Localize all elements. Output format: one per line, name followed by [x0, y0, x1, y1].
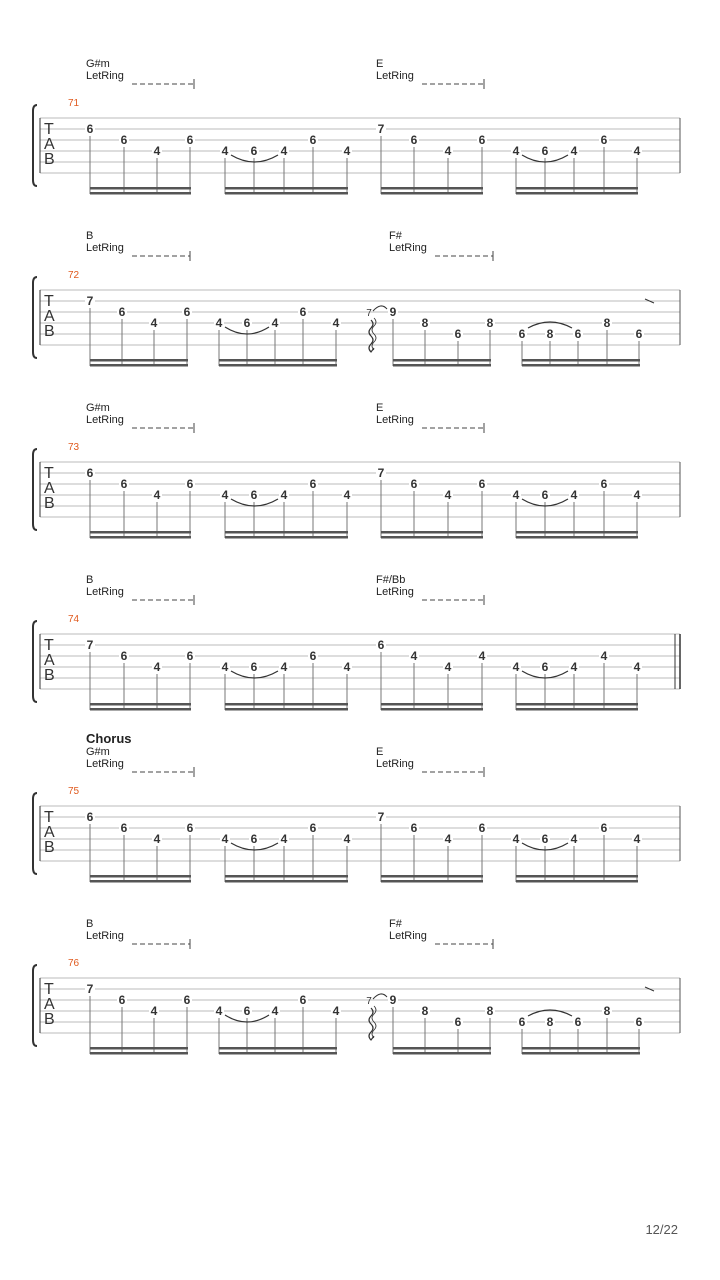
fret-number: 6: [250, 144, 258, 158]
fret-number: 4: [512, 144, 520, 158]
measure-number: 72: [68, 270, 80, 281]
measure-number: 75: [68, 786, 80, 797]
tab-clef-letter: T: [44, 293, 54, 310]
beam: [90, 364, 188, 367]
tab-clef-letter: B: [44, 839, 55, 856]
beam: [393, 359, 491, 362]
fret-number: 6: [118, 305, 126, 319]
tab-clef-letter: A: [44, 824, 55, 841]
beam: [522, 1047, 640, 1050]
fret-number: 4: [444, 488, 452, 502]
fret-number: 7: [86, 638, 94, 652]
system-bracket: [33, 105, 37, 186]
tab-system: [33, 731, 680, 883]
fret-number: 6: [120, 133, 128, 147]
fret-number: 8: [603, 316, 611, 330]
fret-number: 4: [280, 832, 288, 846]
beam: [225, 875, 348, 878]
grace-slide-arc: [373, 994, 387, 999]
arpeggio-mark: [369, 1008, 374, 1040]
fret-number: 4: [332, 316, 340, 330]
fret-number: 4: [221, 144, 229, 158]
fret-number: 4: [444, 832, 452, 846]
fret-number: 4: [633, 488, 641, 502]
fret-number: 6: [299, 305, 307, 319]
fret-number: 6: [250, 832, 258, 846]
let-ring-label: LetRing: [389, 930, 427, 942]
fret-number: 4: [280, 488, 288, 502]
fret-number: 8: [486, 316, 494, 330]
fret-number: 4: [150, 316, 158, 330]
fret-number: 6: [86, 810, 94, 824]
beam: [225, 187, 348, 190]
fret-number: 8: [421, 316, 429, 330]
fret-number: 8: [603, 1004, 611, 1018]
fret-number: 6: [186, 133, 194, 147]
chord-name: F#: [389, 918, 402, 930]
beam: [516, 187, 638, 190]
fret-number: 6: [250, 660, 258, 674]
tab-system: [33, 918, 680, 1055]
fret-number: 6: [454, 327, 462, 341]
beam: [90, 708, 191, 711]
fret-number: 6: [574, 327, 582, 341]
let-ring-label: LetRing: [376, 586, 414, 598]
fret-number: 4: [271, 316, 279, 330]
beam: [225, 708, 348, 711]
chord-name: B: [86, 574, 94, 586]
beam: [381, 875, 483, 878]
fret-number: 6: [309, 477, 317, 491]
beam: [381, 703, 483, 706]
let-ring-label: LetRing: [376, 70, 414, 82]
fret-number: 6: [600, 821, 608, 835]
fret-number: 7: [86, 982, 94, 996]
beam: [516, 192, 638, 195]
fret-number: 6: [309, 649, 317, 663]
fret-number: 4: [343, 660, 351, 674]
fret-number: 9: [389, 993, 397, 1007]
measure-number: 71: [68, 98, 80, 109]
tab-clef-letter: B: [44, 495, 55, 512]
fret-number: 6: [250, 488, 258, 502]
fret-number: 6: [454, 1015, 462, 1029]
fret-number: 4: [153, 488, 161, 502]
beam: [90, 703, 191, 706]
fret-number: 6: [86, 122, 94, 136]
tab-clef-letter: A: [44, 136, 55, 153]
fret-number: 6: [518, 1015, 526, 1029]
tab-clef-letter: A: [44, 308, 55, 325]
system-bracket: [33, 621, 37, 702]
section-label: Chorus: [86, 731, 132, 746]
fret-number: 4: [221, 488, 229, 502]
fret-number: 6: [186, 649, 194, 663]
beam: [516, 531, 638, 534]
fret-number: 4: [221, 660, 229, 674]
beam: [90, 1052, 188, 1055]
tab-clef-letter: T: [44, 465, 54, 482]
tab-clef-letter: A: [44, 480, 55, 497]
fret-number: 4: [478, 649, 486, 663]
beam: [381, 531, 483, 534]
beam: [381, 708, 483, 711]
beam: [225, 531, 348, 534]
fret-number: 4: [153, 832, 161, 846]
page-number: 12/22: [645, 1222, 678, 1237]
fret-number: 4: [512, 832, 520, 846]
beam: [219, 1047, 337, 1050]
beam: [225, 192, 348, 195]
beam: [90, 536, 191, 539]
tab-clef-letter: B: [44, 667, 55, 684]
fret-number: 6: [410, 477, 418, 491]
beam: [90, 192, 191, 195]
let-ring-label: LetRing: [86, 414, 124, 426]
fret-number: 4: [343, 488, 351, 502]
tab-clef-letter: T: [44, 637, 54, 654]
fret-number: 6: [635, 1015, 643, 1029]
fret-number: 6: [243, 316, 251, 330]
fret-number: 4: [570, 488, 578, 502]
beam: [516, 875, 638, 878]
fret-number: 6: [541, 488, 549, 502]
tab-system: [33, 58, 680, 195]
grace-note: 7: [366, 996, 372, 1007]
fret-number: 4: [343, 832, 351, 846]
beam: [225, 536, 348, 539]
let-ring-label: LetRing: [86, 758, 124, 770]
arpeggio-mark: [369, 320, 374, 352]
measure-number: 73: [68, 442, 80, 453]
fret-number: 4: [570, 832, 578, 846]
fret-number: 8: [546, 327, 554, 341]
chord-name: E: [376, 746, 384, 758]
beam: [381, 187, 483, 190]
beam: [393, 1047, 491, 1050]
measure-number: 74: [68, 614, 80, 625]
fret-number: 8: [546, 1015, 554, 1029]
beam: [90, 880, 191, 883]
let-ring-label: LetRing: [86, 586, 124, 598]
fret-number: 8: [486, 1004, 494, 1018]
measure-number: 76: [68, 958, 80, 969]
chord-name: B: [86, 918, 94, 930]
fret-number: 6: [299, 993, 307, 1007]
beam: [516, 880, 638, 883]
tab-clef-letter: T: [44, 981, 54, 998]
fret-number: 6: [377, 638, 385, 652]
fret-number: 4: [570, 144, 578, 158]
chord-name: G#m: [86, 746, 110, 758]
fret-number: 6: [635, 327, 643, 341]
fret-number: 7: [377, 466, 385, 480]
fret-number: 4: [410, 649, 418, 663]
fret-number: 6: [518, 327, 526, 341]
tab-system: [33, 402, 680, 539]
beam: [522, 1052, 640, 1055]
fret-number: 6: [86, 466, 94, 480]
fret-number: 4: [215, 316, 223, 330]
fret-number: 6: [410, 821, 418, 835]
fret-number: 6: [120, 477, 128, 491]
fret-number: 4: [633, 832, 641, 846]
fret-number: 7: [377, 122, 385, 136]
system-bracket: [33, 449, 37, 530]
fret-number: 4: [570, 660, 578, 674]
fret-number: 4: [512, 660, 520, 674]
fret-number: 6: [541, 660, 549, 674]
tab-system: [33, 230, 680, 367]
fret-number: 4: [153, 144, 161, 158]
let-ring-label: LetRing: [376, 758, 414, 770]
let-ring-label: LetRing: [86, 930, 124, 942]
beam: [381, 880, 483, 883]
let-ring-label: LetRing: [86, 70, 124, 82]
fret-number: 6: [309, 133, 317, 147]
fret-number: 9: [389, 305, 397, 319]
beam: [90, 531, 191, 534]
fret-number: 4: [332, 1004, 340, 1018]
fret-number: 6: [120, 821, 128, 835]
beam: [522, 364, 640, 367]
beam: [225, 703, 348, 706]
fret-number: 4: [215, 1004, 223, 1018]
let-ring-label: LetRing: [376, 414, 414, 426]
fret-number: 4: [221, 832, 229, 846]
fret-number: 4: [444, 144, 452, 158]
fret-number: 7: [377, 810, 385, 824]
beam: [516, 536, 638, 539]
beam: [393, 364, 491, 367]
tab-clef-letter: A: [44, 652, 55, 669]
system-bracket: [33, 965, 37, 1046]
fret-number: 4: [150, 1004, 158, 1018]
fret-number: 6: [574, 1015, 582, 1029]
fret-number: 6: [183, 305, 191, 319]
fret-number: 6: [600, 477, 608, 491]
fret-number: 6: [120, 649, 128, 663]
fret-number: 4: [153, 660, 161, 674]
fret-number: 4: [633, 660, 641, 674]
beam: [381, 536, 483, 539]
fret-number: 6: [186, 477, 194, 491]
beam: [225, 880, 348, 883]
fret-number: 4: [271, 1004, 279, 1018]
fret-number: 4: [444, 660, 452, 674]
fret-number: 6: [243, 1004, 251, 1018]
chord-name: B: [86, 230, 94, 242]
beam: [219, 364, 337, 367]
tab-system: [33, 574, 680, 711]
chord-name: G#m: [86, 58, 110, 70]
chord-name: G#m: [86, 402, 110, 414]
fret-number: 6: [410, 133, 418, 147]
fret-number: 6: [541, 144, 549, 158]
fret-number: 4: [280, 144, 288, 158]
system-bracket: [33, 793, 37, 874]
fret-number: 6: [478, 477, 486, 491]
fret-number: 6: [118, 993, 126, 1007]
fret-number: 6: [309, 821, 317, 835]
fret-number: 4: [343, 144, 351, 158]
fret-number: 7: [86, 294, 94, 308]
grace-note: 7: [366, 308, 372, 319]
beam: [522, 359, 640, 362]
let-ring-label: LetRing: [86, 242, 124, 254]
beam: [381, 192, 483, 195]
fret-number: 4: [600, 649, 608, 663]
chord-name: F#/Bb: [376, 574, 406, 586]
beam: [90, 1047, 188, 1050]
system-bracket: [33, 277, 37, 358]
fret-number: 4: [512, 488, 520, 502]
fret-number: 4: [280, 660, 288, 674]
fret-number: 6: [600, 133, 608, 147]
fret-number: 4: [633, 144, 641, 158]
fret-number: 6: [478, 133, 486, 147]
fret-number: 6: [478, 821, 486, 835]
fret-number: 6: [186, 821, 194, 835]
beam: [219, 359, 337, 362]
beam: [516, 703, 638, 706]
tab-clef-letter: T: [44, 809, 54, 826]
tab-clef-letter: A: [44, 996, 55, 1013]
fret-number: 6: [541, 832, 549, 846]
chord-name: E: [376, 402, 384, 414]
fret-number: 8: [421, 1004, 429, 1018]
beam: [516, 708, 638, 711]
beam: [90, 359, 188, 362]
fret-number: 6: [183, 993, 191, 1007]
tab-clef-letter: B: [44, 1011, 55, 1028]
tab-clef-letter: T: [44, 121, 54, 138]
grace-slide-arc: [373, 306, 387, 311]
chord-name: E: [376, 58, 384, 70]
beam: [393, 1052, 491, 1055]
tab-clef-letter: B: [44, 323, 55, 340]
chord-name: F#: [389, 230, 402, 242]
tab-clef-letter: B: [44, 151, 55, 168]
beam: [219, 1052, 337, 1055]
beam: [90, 875, 191, 878]
let-ring-label: LetRing: [389, 242, 427, 254]
beam: [90, 187, 191, 190]
